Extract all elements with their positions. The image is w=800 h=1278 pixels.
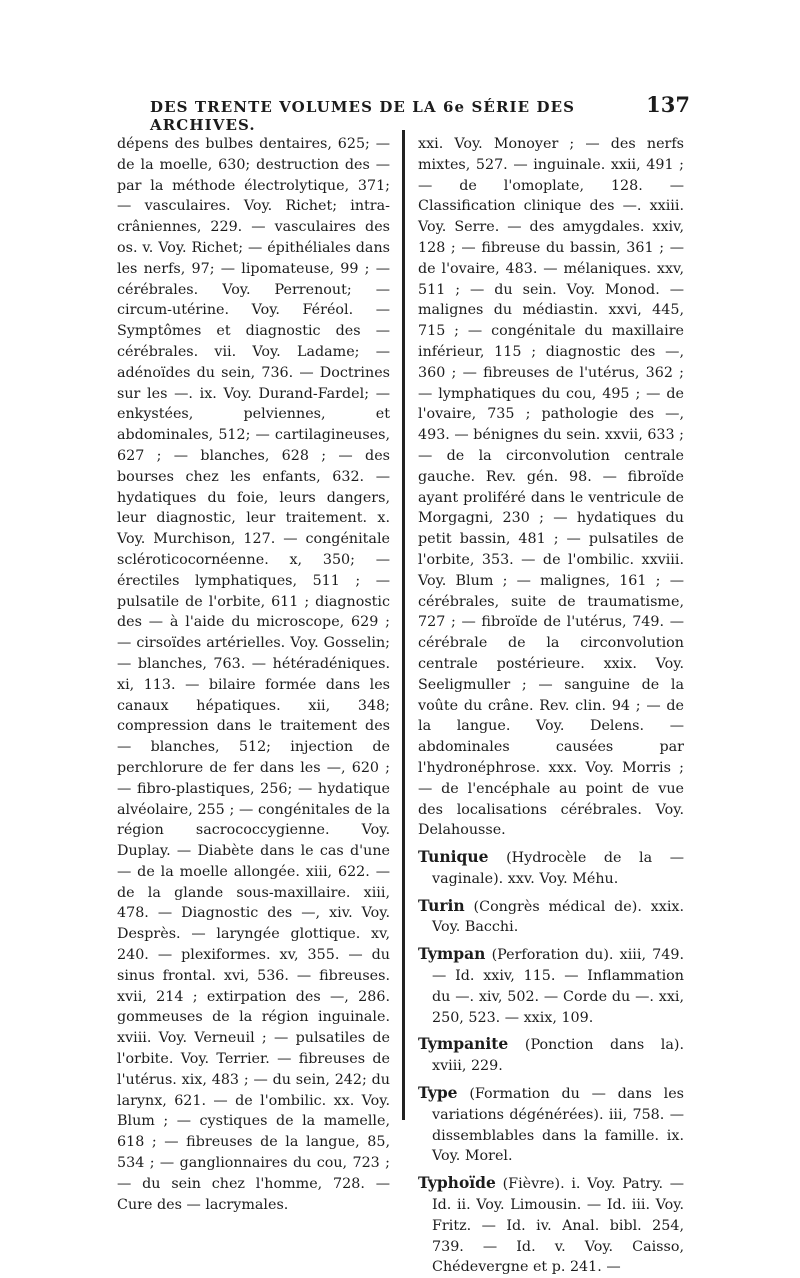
index-entry-typhoide xyxy=(418,1173,684,1278)
column-rule xyxy=(402,130,405,1120)
entry-headword: Tympan xyxy=(418,944,486,964)
entry-text: (Congrès médical de). xxix. Voy. Bacchi. xyxy=(432,898,685,936)
index-entry-turin xyxy=(418,896,684,939)
entry-text: (Ponction dans la). xviii, 229. xyxy=(432,1037,684,1075)
entry-text: (Hydrocèle de la — vaginale). xxv. Voy. Méhu. xyxy=(432,850,685,887)
page-number: 137 xyxy=(646,92,690,117)
running-title: DES TRENTE VOLUMES DE LA 6e SÉRIE DES ARCHIVES. xyxy=(150,98,576,134)
index-entry-tympanite xyxy=(418,1034,684,1077)
left-column-text: dépens des bulbes dentaires, 625; — de la moelle, 630; destruction des — par la méthode électrolytique, 371; — vasculaires. Voy. Richet; intra-crâniennes, 229. — vasculaires des os. v. Voy. Richet; — épithéliales dans les nerfs, 97; — lipomateuse, 99 ; — cérébrales. Voy. Perrenout; — circum-utérine. Voy. Féréol. — Symptômes et diagnostic des — cérébrales. vii. Voy. Ladame; — adénoïdes du sein, 736. — Doctrines sur les —. ix. Voy. Durand-Fardel; — enkystées, pelviennes, et abdominales, 512; — cartilagineuses, 627 ; — blanches, 628 ; — des bourses chez les enfants, 632. — hydatiques du foie, leurs dangers, leur diagnostic, leur traitement. x. Voy. Murchison, 127. — congénitale scléroticocornéenne. x, 350; — érectiles lymphatiques, 511 ; — pulsatile de l'orbite, 611 ; diagnostic des — à l'aide du microscope, 629 ; — cirsoïdes artérielles. Voy. Gosselin; — blanches, 763. — hétéradéniques. xi, 113. — bilaire formée dans les canaux hépatiques. xii, 348; compression dans le traitement des — blanches, 512; injection de perchlorure de fer dans les —, 620 ; — fibro-plastiques, 256; — hydatique alvéolaire, 255 ; — congénitales de la région sacrococcygienne. Voy. Duplay. — Diabète dans le cas d'une — de la moelle allongée. xiii, 622. — de la glande sous-maxillaire. xiii, 478. — Diagnostic des —, xiv. Voy. Desprès. — laryngée glottique. xv, 240. — plexiformes. xv, 355. — du sinus frontal. xvi, 536. — fibreuses. xvii, 214 ; extirpation des —, 286. gommeuses de la région inguinale. xviii. Voy. Verneuil ; — pulsatiles de l'orbite. Voy. Terrier. — fibreuses de l'utérus. xix, 483 ; — du sein, 242; du larynx, 621. — de l'ombilic. xx. Voy. Blum ; — cystiques de la mamelle, 618 ; — fibreuses de la langue, 85, 534 ; — ganglionnaires du cou, 723 ; — du sein chez l'homme, 728. — Cure des — lacrymales. xyxy=(117,136,390,1213)
index-entry-tympan xyxy=(418,944,684,1028)
left-column xyxy=(117,134,390,1215)
entry-headword: Turin xyxy=(418,895,465,915)
running-head xyxy=(150,92,690,134)
entry-text: (Perforation du). xiii, 749. — Id. xxiv, 115. — Inflammation du —. xiv, 502. — Corde du —. xxi, 250, 523. — xxix, 109. xyxy=(432,947,685,1026)
entry-text: (Fièvre). i. Voy. Patry. — Id. ii. Voy. Limousin. — Id. iii. Voy. Fritz. — Id. iv. Anal. bibl. 254, 739. — Id. v. Voy. Caisso, Chédevergne et p. 241. — xyxy=(432,1176,685,1276)
entry-headword: Typhoïde xyxy=(418,1173,496,1193)
entry-text: (Formation du — dans les variations dégénérées). iii, 758. — dissemblables dans la famille. ix. Voy. Morel. xyxy=(432,1086,685,1165)
entry-headword: Tunique xyxy=(418,847,489,867)
entry-headword: Type xyxy=(418,1083,458,1103)
entry-headword: Tympanite xyxy=(418,1034,509,1054)
right-column xyxy=(418,134,684,1278)
index-entry-tunique xyxy=(418,847,684,890)
right-column-continuation: xxi. Voy. Monoyer ; — des nerfs mixtes, 527. — inguinale. xxii, 491 ; — de l'omoplate, 128. — Classification clinique des —. xxiii. Voy. Serre. — des amygdales. xxiv, 128 ; — fibreuse du bassin, 361 ; — de l'ovaire, 483. — mélaniques. xxv, 511 ; — du sein. Voy. Monod. — malignes du médiastin. xxvi, 445, 715 ; — congénitale du maxillaire inférieur, 115 ; diagnostic des —, 360 ; — fibreuses de l'utérus, 362 ; — lymphatiques du cou, 495 ; — de l'ovaire, 735 ; pathologie des —, 493. — bénignes du sein. xxvii, 633 ; — de la circonvolution centrale gauche. Rev. gén. 98. — fibroïde ayant proliféré dans le ventricule de Morgagni, 230 ; — hydatiques du petit bassin, 481 ; — pulsatiles de l'orbite, 353. — de l'ombilic. xxviii. Voy. Blum ; — malignes, 161 ; — cérébrales, suite de traumatisme, 727 ; — fibroïde de l'utérus, 749. — cérébrale de la circonvolution centrale postérieure. xxix. Voy. Seeligmuller ; — sanguine de la voûte du crâne. Rev. clin. 94 ; — de la langue. Voy. Delens. — abdominales causées par l'hydronéphrose. xxx. Voy. Morris ; — de l'encéphale au point de vue des localisations cérébrales. Voy. Delahousse. xyxy=(418,136,684,839)
index-entry-type xyxy=(418,1083,684,1167)
